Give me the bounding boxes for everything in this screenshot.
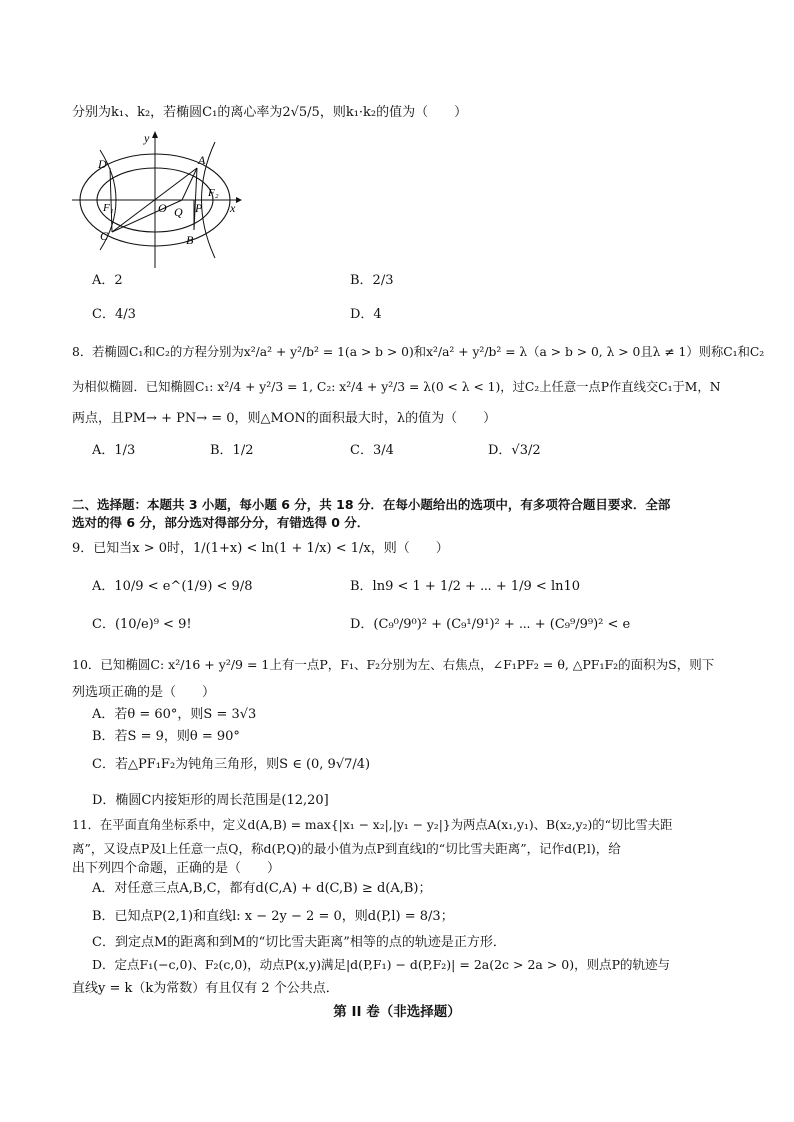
- label-f1: F₁: [103, 202, 114, 214]
- label-x: x: [230, 201, 236, 215]
- q7-option-a: A．2: [92, 273, 123, 288]
- q8-option-a: A．1/3: [92, 443, 136, 458]
- segment-cq: [112, 200, 182, 232]
- label-c: C: [100, 229, 109, 243]
- q10-option-a: A．若θ = 60°，则S = 3√3: [92, 707, 257, 722]
- q8-option-c: C．3/4: [350, 443, 394, 458]
- q10-option-d: D．椭圆C内接矩形的周长范围是(12,20]: [92, 793, 329, 808]
- q8-option-d: D．√3/2: [488, 443, 541, 458]
- q11-line3: 出下列四个命题，正确的是（ ）: [72, 861, 281, 876]
- label-b: B: [186, 233, 194, 247]
- q9-option-a: A．10/9 < e^(1/9) < 9/8: [92, 579, 253, 594]
- q10-line1: 10．已知椭圆C: x²/16 + y²/9 = 1上有一点P，F₁、F₂分别为左、右焦点，∠F₁PF₂ = θ, △PF₁F₂的面积为S，则下: [72, 657, 715, 672]
- ellipse-figure: [70, 126, 250, 272]
- section2-line2: 选对的得 6 分，部分选对得部分分，有错选得 0 分．: [72, 515, 370, 530]
- q11-option-b: B．已知点P(2,1)和直线l: x − 2y − 2 = 0，则d(P,l) = 8/3；: [92, 909, 454, 924]
- q7-stem: 分别为k₁、k₂，若椭圆C₁的离心率为2√5/5，则k₁·k₂的值为（ ）: [72, 105, 468, 120]
- x-axis-arrow: [236, 197, 242, 203]
- q7-option-d: D．4: [350, 307, 382, 322]
- q9-stem: 9．已知当x > 0时，1/(1+x) < ln(1 + 1/x) < 1/x，则（ ）: [72, 541, 449, 556]
- q8-line1: 8．若椭圆C₁和C₂的方程分别为x²/a² + y²/b² = 1(a > b > 0)和x²/a² + y²/b² = λ（a > b > 0, λ > 0且λ ≠ 1）则称C₁和C₂: [72, 345, 765, 359]
- label-q: Q: [174, 205, 183, 219]
- part2-title: 第 II 卷（非选择题）: [333, 1004, 461, 1020]
- q7-option-c: C．4/3: [92, 307, 136, 322]
- q11-option-d-line2: 直线y = k（k为常数）有且仅有 2 个公共点．: [72, 981, 339, 996]
- q11-option-c: C．到定点M的距离和到M的“切比雪夫距离”相等的点的轨迹是正方形．: [92, 935, 506, 950]
- q11-line1: 11．在平面直角坐标系中，定义d(A,B) = max{|x₁ − x₂|,|y₁ − y₂|}为两点A(x₁,y₁)、B(x₂,y₂)的“切比雪夫距: [72, 818, 673, 832]
- q10-option-b: B．若S = 9，则θ = 90°: [92, 729, 240, 744]
- q10-line2: 列选项正确的是（ ）: [72, 685, 216, 700]
- label-o: O: [158, 201, 167, 215]
- label-a: A: [198, 153, 206, 167]
- q9-option-b: B．ln9 < 1 + 1/2 + ⋯ + 1/9 < ln10: [350, 579, 581, 594]
- label-y: y: [144, 131, 150, 145]
- label-p: P: [195, 201, 203, 215]
- q9-option-c: C．(10/e)⁹ < 9!: [92, 617, 192, 632]
- q8-line3: 两点，且PM→ + PN→ = 0，则△MON的面积最大时，λ的值为（ ）: [72, 411, 497, 426]
- label-d: D: [98, 157, 107, 171]
- section2-line1: 二、选择题：本题共 3 小题，每小题 6 分，共 18 分．在每小题给出的选项中，有多项符合题目要求．全部: [72, 497, 671, 512]
- q11-option-d-line1: D．定点F₁(−c,0)、F₂(c,0)，动点P(x,y)满足|d(P,F₁) − d(P,F₂)| = 2a(2c > 2a > 0)，则点P的轨迹与: [92, 957, 671, 972]
- q10-option-c: C．若△PF₁F₂为钝角三角形，则S ∈ (0, 9√7/4): [92, 757, 371, 772]
- y-axis-arrow: [152, 131, 158, 138]
- q11-line2: 离”，又设点P及l上任意一点Q，称d(P,Q)的最小值为点P到直线l的“切比雪夫距离”，记作d(P,l)，给: [72, 841, 621, 856]
- q8-line2: 为相似椭圆．已知椭圆C₁: x²/4 + y²/3 = 1, C₂: x²/4 + y²/3 = λ(0 < λ < 1)，过C₂上任意一点P作直线交C₁于M，N: [72, 380, 721, 394]
- q8-option-b: B．1/2: [210, 443, 254, 458]
- q9-option-d: D．(C₉⁰/9⁰)² + (C₉¹/9¹)² + ⋯ + (C₉⁹/9⁹)² < e: [350, 617, 631, 632]
- label-f2: F₂: [208, 187, 219, 199]
- q11-option-a: A．对任意三点A,B,C，都有d(C,A) + d(C,B) ≥ d(A,B)；: [92, 881, 432, 896]
- q7-option-b: B．2/3: [350, 273, 394, 288]
